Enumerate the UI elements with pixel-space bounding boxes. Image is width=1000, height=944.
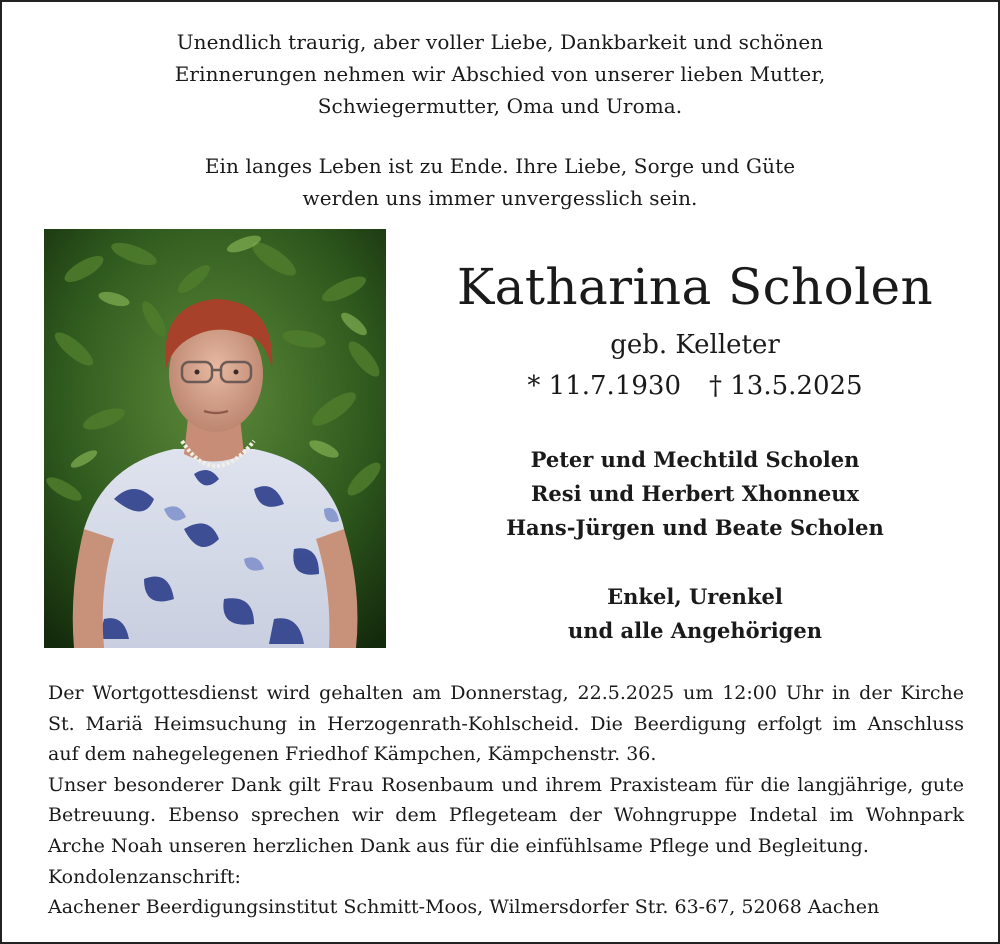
service-line: auf dem nahegelegenen Friedhof Kämpchen, Kämpchenstr. 36. <box>48 743 657 766</box>
service-line: St. Mariä Heimsuchung in Herzogenrath-Kohlscheid. Die Beerdigung erfolgt im Anschluss <box>48 712 964 735</box>
intro-paragraph-2 <box>0 150 1000 214</box>
thanks-line: Arche Noah unseren herzlichen Dank aus für die einfühlsame Pflege und Begleitung. <box>48 834 869 857</box>
family-entry: Resi und Herbert Xhonneux <box>530 481 860 506</box>
thanks-line: Unser besonderer Dank gilt Frau Rosenbaum und ihrem Praxisteam für die langjährige, gute <box>48 773 964 796</box>
birth-name: geb. Kelleter <box>610 330 780 360</box>
condolence-address: Aachener Beerdigungsinstitut Schmitt-Moos, Wilmersdorfer Str. 63-67, 52068 Aachen <box>48 896 880 919</box>
intro-line: Ein langes Leben ist zu Ende. Ihre Liebe, Sorge und Güte <box>204 154 796 178</box>
relatives-line: Enkel, Urenkel <box>607 584 783 609</box>
family-list <box>395 443 995 545</box>
family-entry: Peter und Mechtild Scholen <box>530 447 860 472</box>
life-dates <box>395 369 995 403</box>
thanks-line: Betreuung. Ebenso sprechen wir dem Pflegeteam der Wohngruppe Indetal im Wohnpark <box>48 804 964 827</box>
birth-date: * 11.7.1930 <box>527 371 681 401</box>
relatives-line: und alle Angehörigen <box>568 618 822 643</box>
intro-line: werden uns immer unvergesslich sein. <box>302 186 698 210</box>
deceased-name: Katharina Scholen <box>456 258 934 316</box>
intro-line: Unendlich traurig, aber voller Liebe, Dankbarkeit und schönen <box>176 30 824 54</box>
intro-line: Erinnerungen nehmen wir Abschied von unserer lieben Mutter, <box>174 62 826 86</box>
portrait-photo <box>44 229 386 648</box>
service-line: Der Wortgottesdienst wird gehalten am Donnerstag, 22.5.2025 um 12:00 Uhr in der Kirche <box>48 682 964 704</box>
intro-paragraph-1 <box>0 26 1000 122</box>
service-information <box>48 678 964 923</box>
intro-line: Schwiegermutter, Oma und Uroma. <box>317 94 683 118</box>
family-entry: Hans-Jürgen und Beate Scholen <box>506 515 884 540</box>
death-date: † 13.5.2025 <box>709 371 863 401</box>
condolence-label: Kondolenzanschrift: <box>48 865 241 888</box>
relatives-list <box>395 580 995 648</box>
